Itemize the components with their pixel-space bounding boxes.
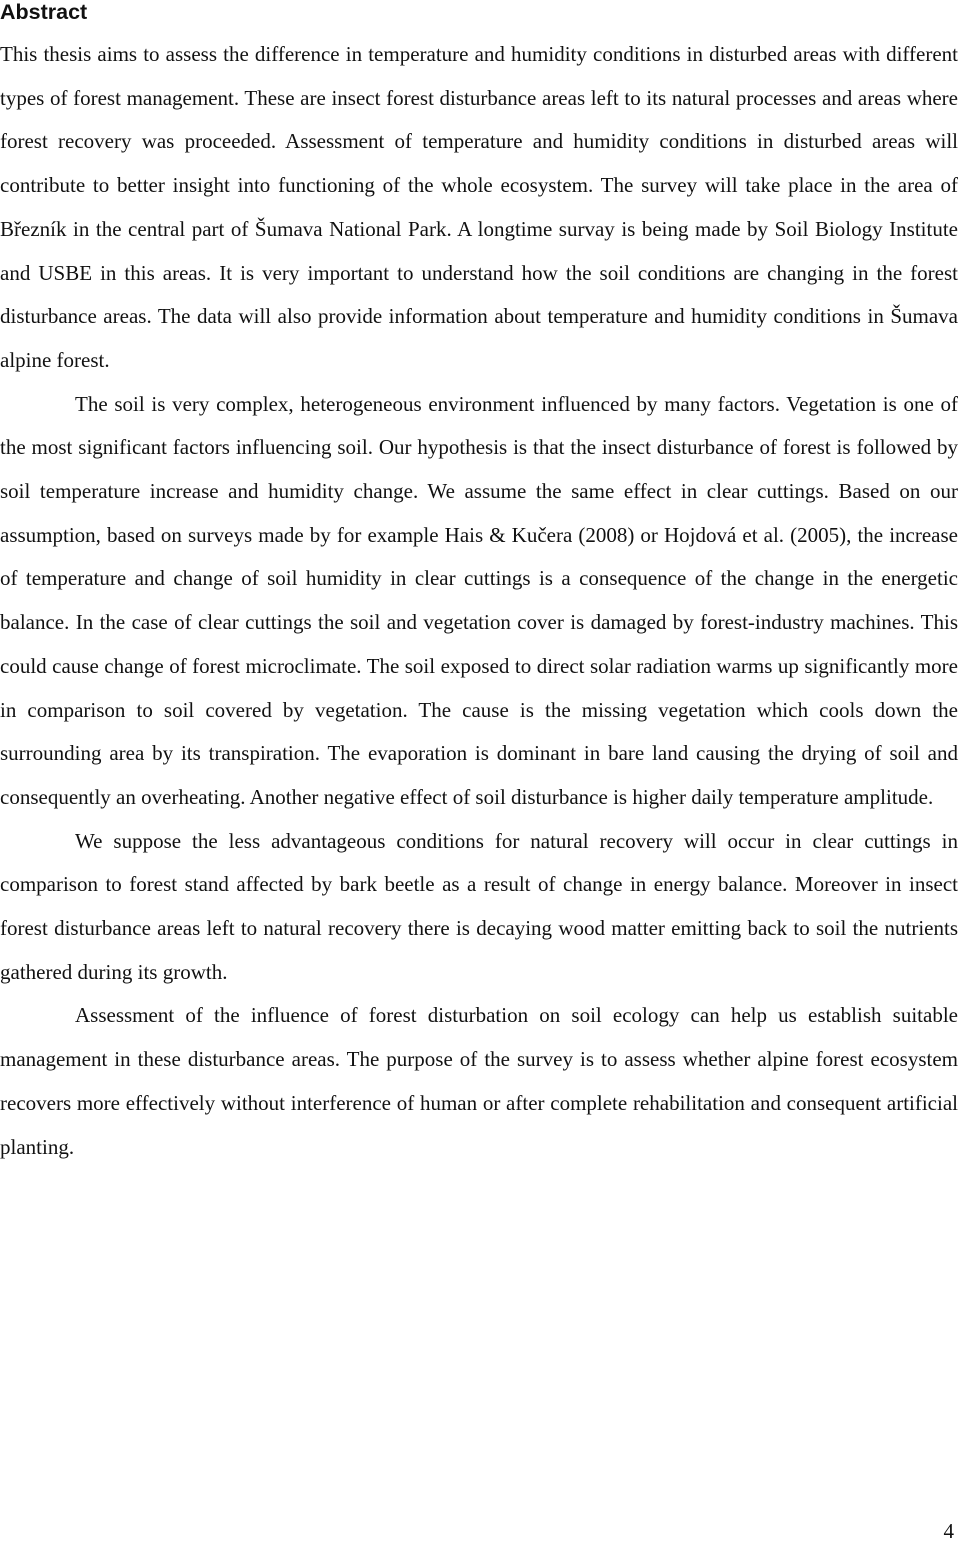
paragraph-1: This thesis aims to assess the difference in temperature and humidity conditions in disturbed areas with different types of forest management. These are insect forest disturbance areas left to its natural processes and areas where forest recovery was proceeded. Assessment of temperature and humidity conditions in disturbed areas will contribute to better insight into functioning of the whole ecosystem. The survey will take place in the area of Březník in the central part of Šumava National Park. A longtime survay is being made by Soil Biology Institute and USBE in this areas. It is very important to understand how the soil conditions are changing in the forest disturbance areas. The data will also provide information about temperature and humidity conditions in Šumava alpine forest.	[0, 42, 958, 372]
section-heading: Abstract	[0, 0, 88, 24]
paragraph-3: We suppose the less advantageous conditions for natural recovery will occur in clear cuttings in comparison to forest stand affected by bark beetle as a result of change in energy balance. Moreover in insect forest disturbance areas left to natural recovery there is decaying wood matter emitting back to soil the nutrients gathered during its growth.	[0, 828, 958, 984]
paragraph-2: The soil is very complex, heterogeneous environment influenced by many factors. Vegetation is one of the most significant factors influencing soil. Our hypothesis is that the insect disturbance of forest is followed by soil temperature increase and humidity change. We assume the same effect in clear cuttings. Based on our assumption, based on surveys made by for example Hais & Kučera (2008) or Hojdová et al. (2005), the increase of temperature and change of soil humidity in clear cuttings is a consequence of the change in the energetic balance. In the case of clear cuttings the soil and vegetation cover is damaged by forest-industry machines. This could cause change of forest microclimate. The soil exposed to direct solar radiation warms up significantly more in comparison to soil covered by vegetation. The cause is the missing vegetation which cools down the surrounding area by its transpiration. The evaporation is dominant in bare land causing the drying of soil and consequently an overheating. Another negative effect of soil disturbance is higher daily temperature amplitude.	[0, 391, 958, 809]
body-text	[0, 33, 958, 1169]
paragraph-4: Assessment of the influence of forest disturbation on soil ecology can help us establish suitable management in these disturbance areas. The purpose of the survey is to assess whether alpine forest ecosystem recovers more effectively without interference of human or after complete rehabilitation and consequent artificial planting.	[0, 1003, 958, 1159]
page-number: 4	[943, 1519, 954, 1543]
